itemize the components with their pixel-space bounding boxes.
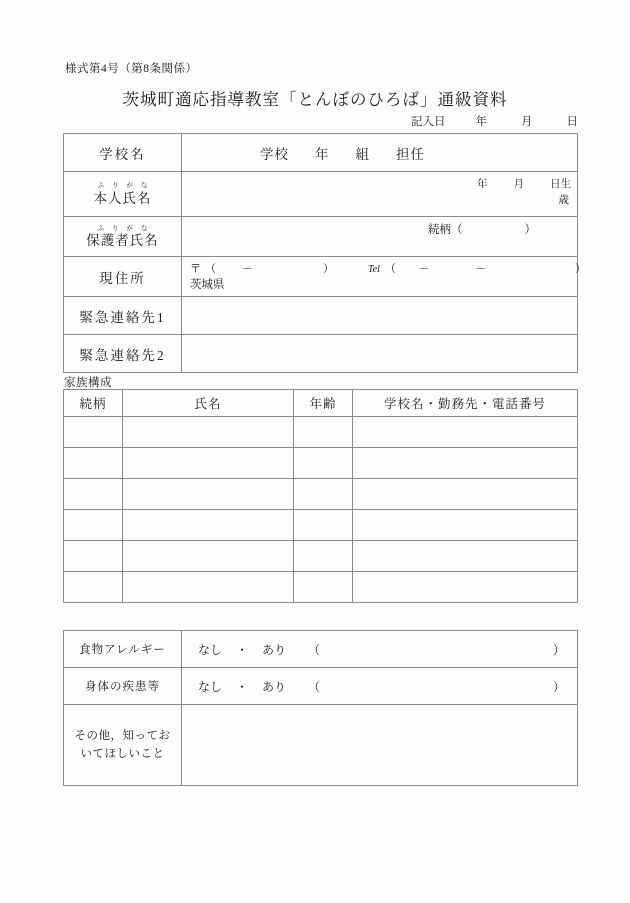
physical-illness-label: 身体の疾患等 bbox=[64, 668, 182, 705]
health-notes-table bbox=[63, 630, 578, 786]
guardian-relation-hint bbox=[428, 221, 536, 237]
entry-date-month-unit: 月 bbox=[521, 116, 533, 128]
postal-mark-icon: 〒 bbox=[190, 263, 201, 275]
cell-name[interactable] bbox=[123, 448, 294, 479]
cell-name[interactable] bbox=[123, 479, 294, 510]
other-notes-label bbox=[64, 705, 182, 786]
cell-affiliation[interactable] bbox=[353, 448, 578, 479]
class-word: 組 bbox=[355, 146, 370, 162]
zip-dash: － bbox=[241, 263, 253, 275]
table-row bbox=[64, 510, 578, 541]
student-name-label bbox=[64, 172, 182, 217]
cell-affiliation[interactable] bbox=[353, 541, 578, 572]
other-notes-label-line-1: その他，知ってお bbox=[74, 729, 171, 742]
table-row-guardian-name bbox=[64, 217, 578, 257]
food-allergy-separator: ・ bbox=[236, 642, 249, 657]
physical-illness-close-paren: ） bbox=[552, 679, 565, 694]
other-notes-field[interactable] bbox=[182, 705, 578, 786]
teacher-word: 担任 bbox=[396, 146, 425, 162]
student-info-table bbox=[63, 133, 586, 373]
table-row bbox=[64, 541, 578, 572]
food-allergy-choice-line bbox=[182, 641, 577, 658]
emergency-contact-1-field[interactable] bbox=[182, 297, 578, 335]
relation-open-label: 続柄（ bbox=[428, 224, 463, 236]
food-allergy-option-yes[interactable]: あり bbox=[262, 642, 287, 657]
table-row-emergency-2 bbox=[64, 335, 578, 373]
table-row bbox=[64, 479, 578, 510]
physical-illness-option-none[interactable]: なし bbox=[198, 679, 223, 694]
food-allergy-label: 食物アレルギー bbox=[64, 631, 182, 668]
tel-label: Tel bbox=[368, 264, 380, 275]
physical-illness-choice-line bbox=[182, 678, 577, 695]
family-composition-table bbox=[63, 389, 578, 603]
birth-year-unit: 年 bbox=[477, 179, 488, 190]
guardian-name-field[interactable] bbox=[182, 217, 578, 257]
cell-age[interactable] bbox=[294, 417, 353, 448]
entry-date-day-unit: 日 bbox=[566, 116, 578, 128]
birthdate-hint-block bbox=[477, 177, 571, 209]
cell-relation[interactable] bbox=[64, 479, 123, 510]
cell-affiliation[interactable] bbox=[353, 417, 578, 448]
emergency-contact-2-label: 緊急連絡先2 bbox=[64, 335, 182, 373]
student-name-furigana: ふりがな bbox=[97, 182, 156, 189]
cell-affiliation[interactable] bbox=[353, 572, 578, 603]
cell-name[interactable] bbox=[123, 510, 294, 541]
zip-close-paren: ） bbox=[323, 263, 334, 275]
family-composition-caption: 家族構成 bbox=[64, 377, 112, 389]
tel-dash-1: － bbox=[418, 263, 430, 275]
student-name-field[interactable] bbox=[182, 172, 578, 217]
table-row-other-notes bbox=[64, 705, 578, 786]
column-header-affiliation: 学校名・勤務先・電話番号 bbox=[353, 390, 578, 417]
relation-close-label: ） bbox=[524, 224, 536, 236]
prefecture-prefill: 茨城県 bbox=[190, 279, 225, 291]
table-row bbox=[64, 572, 578, 603]
table-row-food-allergy bbox=[64, 631, 578, 668]
cell-relation[interactable] bbox=[64, 572, 123, 603]
form-code-label: 様式第4号（第8条関係） bbox=[65, 63, 198, 75]
page-title: 茨城町適応指導教室「とんぼのひろば」通級資料 bbox=[122, 90, 508, 109]
physical-illness-separator: ・ bbox=[236, 679, 249, 694]
cell-affiliation[interactable] bbox=[353, 479, 578, 510]
grade-word: 年 bbox=[315, 146, 330, 162]
age-unit: 歳 bbox=[558, 194, 569, 206]
birthdate-line bbox=[477, 177, 571, 193]
tel-close-paren: ） bbox=[574, 263, 586, 275]
cell-name[interactable] bbox=[123, 572, 294, 603]
school-name-hint-line bbox=[182, 143, 577, 163]
school-word: 学校 bbox=[260, 146, 289, 162]
cell-name[interactable] bbox=[123, 417, 294, 448]
student-name-text: 本人氏名 bbox=[93, 190, 152, 206]
school-name-label: 学校名 bbox=[64, 134, 182, 172]
cell-relation[interactable] bbox=[64, 448, 123, 479]
food-allergy-field[interactable] bbox=[182, 631, 578, 668]
column-header-age: 年齢 bbox=[294, 390, 353, 417]
zip-open-paren: （ bbox=[205, 263, 216, 275]
entry-date-label: 記入日 bbox=[411, 116, 446, 128]
emergency-contact-1-label: 緊急連絡先1 bbox=[64, 297, 182, 335]
entry-date-line bbox=[411, 113, 578, 129]
birth-month-unit: 月 bbox=[513, 179, 524, 190]
guardian-name-label bbox=[64, 217, 182, 257]
cell-age[interactable] bbox=[294, 479, 353, 510]
table-row-school bbox=[64, 134, 578, 172]
table-row bbox=[64, 448, 578, 479]
school-name-field[interactable] bbox=[182, 134, 578, 172]
emergency-contact-2-field[interactable] bbox=[182, 335, 578, 373]
physical-illness-field[interactable] bbox=[182, 668, 578, 705]
table-row-physical-illness bbox=[64, 668, 578, 705]
column-header-relation: 続柄 bbox=[64, 390, 123, 417]
table-header-row bbox=[64, 390, 578, 417]
food-allergy-close-paren: ） bbox=[552, 642, 565, 657]
guardian-name-text: 保護者氏名 bbox=[86, 233, 159, 248]
address-field[interactable] bbox=[182, 257, 586, 297]
address-contact-hint-line bbox=[190, 260, 586, 276]
tel-open-paren: （ bbox=[384, 263, 396, 275]
food-allergy-open-paren: （ bbox=[308, 642, 321, 657]
column-header-name: 氏名 bbox=[123, 390, 294, 417]
table-row bbox=[64, 417, 578, 448]
student-name-ruby-label bbox=[64, 183, 181, 205]
cell-relation[interactable] bbox=[64, 541, 123, 572]
tel-dash-2: － bbox=[475, 263, 487, 275]
cell-relation[interactable] bbox=[64, 510, 123, 541]
table-row-address bbox=[64, 257, 578, 297]
cell-name[interactable] bbox=[123, 541, 294, 572]
guardian-name-ruby-label bbox=[64, 226, 181, 248]
address-label: 現住所 bbox=[64, 257, 182, 297]
table-row-emergency-1 bbox=[64, 297, 578, 335]
birth-day-unit: 日生 bbox=[550, 179, 571, 190]
cell-age[interactable] bbox=[294, 510, 353, 541]
table-row-student-name bbox=[64, 172, 578, 217]
food-allergy-option-none[interactable]: なし bbox=[198, 642, 223, 657]
entry-date-year-unit: 年 bbox=[475, 116, 487, 128]
cell-age[interactable] bbox=[294, 572, 353, 603]
other-notes-label-line-2: いてほしいこと bbox=[80, 748, 165, 760]
cell-age[interactable] bbox=[294, 541, 353, 572]
physical-illness-open-paren: （ bbox=[308, 679, 321, 694]
cell-age[interactable] bbox=[294, 448, 353, 479]
physical-illness-option-yes[interactable]: あり bbox=[262, 679, 287, 694]
guardian-name-furigana: ふりがな bbox=[97, 224, 156, 232]
cell-affiliation[interactable] bbox=[353, 510, 578, 541]
cell-relation[interactable] bbox=[64, 417, 123, 448]
